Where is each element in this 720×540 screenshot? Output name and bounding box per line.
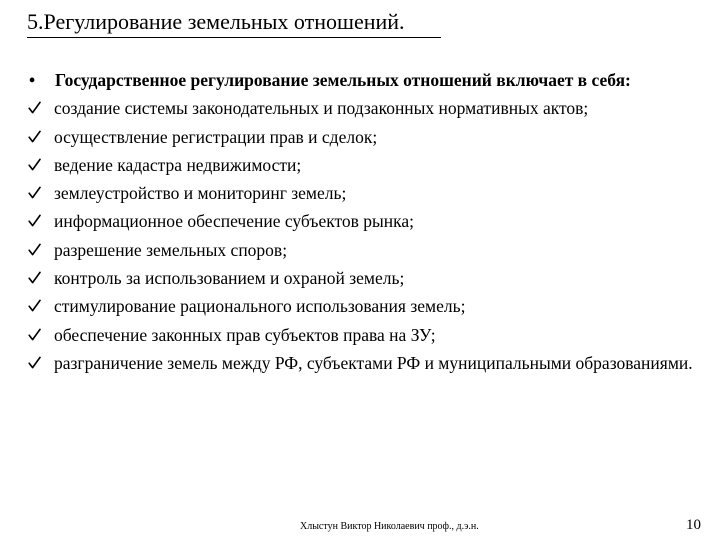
list-item-text: ведение кадастра недвижимости; bbox=[54, 154, 302, 175]
list-item bbox=[28, 209, 700, 234]
check-icon bbox=[28, 271, 41, 284]
list-item-text: создание системы законодательных и подзаконных нормативных актов; bbox=[54, 98, 589, 119]
list-item-text: разграничение земель между РФ, субъектами РФ и муниципальными образованиями. bbox=[54, 352, 693, 373]
list-item-text: осуществление регистрации прав и сделок; bbox=[54, 126, 378, 147]
list-item-text: разрешение земельных споров; bbox=[54, 239, 288, 260]
check-icon bbox=[28, 356, 41, 369]
list-item bbox=[28, 266, 700, 291]
list-item bbox=[28, 238, 700, 263]
list-item bbox=[28, 96, 700, 121]
check-icon bbox=[28, 101, 41, 114]
title-underline bbox=[27, 37, 441, 38]
lead-text: Государственное регулирование земельных отношений включает в себя: bbox=[55, 70, 631, 90]
check-icon bbox=[28, 158, 41, 171]
list-item-text: землеустройство и мониторинг земель; bbox=[54, 183, 347, 204]
list-item bbox=[28, 181, 700, 206]
check-marker bbox=[28, 96, 54, 121]
page-number: 10 bbox=[686, 517, 701, 533]
list-item bbox=[28, 153, 700, 178]
list-item-text: контроль за использованием и охраной земель; bbox=[54, 268, 405, 289]
check-icon bbox=[28, 299, 41, 312]
check-marker bbox=[28, 323, 54, 348]
footer-author: Хлыстун Виктор Николаевич проф., д.э.н. bbox=[300, 521, 479, 532]
check-icon bbox=[28, 130, 41, 143]
check-marker bbox=[28, 181, 54, 206]
list-item-text: обеспечение законных прав субъектов права на ЗУ; bbox=[54, 324, 436, 345]
check-icon bbox=[28, 214, 41, 227]
check-icon bbox=[28, 186, 41, 199]
check-marker bbox=[28, 209, 54, 234]
check-icon bbox=[28, 328, 41, 341]
check-marker bbox=[28, 266, 54, 291]
list-item-lead bbox=[28, 68, 700, 93]
list-item bbox=[28, 125, 700, 150]
list-item-text: информационное обеспечение субъектов рынка; bbox=[54, 211, 415, 232]
check-icon bbox=[28, 243, 41, 256]
bullet-list bbox=[28, 68, 700, 375]
check-marker bbox=[28, 238, 54, 263]
list-item bbox=[28, 351, 700, 376]
check-marker bbox=[28, 351, 54, 376]
list-item bbox=[28, 323, 700, 348]
slide-title: 5.Регулирование земельных отношений. bbox=[27, 9, 405, 34]
list-item-text: стимулирование рационального использования земель; bbox=[54, 296, 466, 317]
check-marker bbox=[28, 153, 54, 178]
bullet-marker: • bbox=[29, 70, 36, 90]
check-marker bbox=[28, 125, 54, 150]
list-item bbox=[28, 294, 700, 319]
check-marker bbox=[28, 294, 54, 319]
